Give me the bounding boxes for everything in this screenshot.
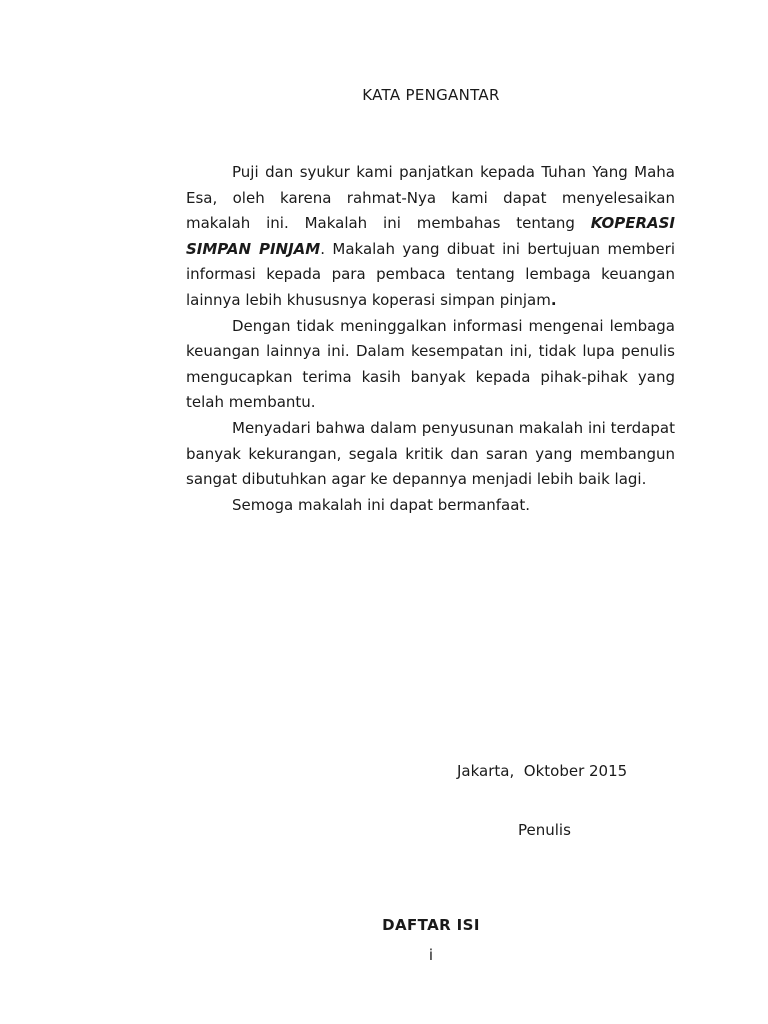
paragraph-thanks: Dengan tidak meninggalkan informasi mengenai lembaga keuangan lainnya ini. Dalam kesempatan ini, tidak lupa penulis mengucapkan terima kasih banyak kepada pihak-pihak yang telah membantu.	[186, 316, 675, 412]
paragraph-opening-emphasis: KOPERASI SIMPAN PINJAM	[186, 214, 675, 258]
paragraph-opening	[186, 160, 675, 314]
page-title: KATA PENGANTAR	[362, 86, 500, 104]
paragraph-opening-after: . Makalah yang dibuat ini bertujuan memberi informasi kepada para pembaca tentang lembaga keuangan lainnya lebih khususnya koperasi simpan pinjam	[186, 239, 675, 309]
paragraph-opening-end-mark: .	[550, 290, 557, 309]
author-signature: Penulis	[518, 821, 571, 839]
body-text	[186, 160, 675, 518]
paragraph-feedback: Menyadari bahwa dalam penyusunan makalah ini terdapat banyak kekurangan, segala kritik dan saran yang membangun sangat dibutuhkan agar ke depannya menjadi lebih baik lagi.	[186, 418, 675, 489]
paragraph-opening-before: Puji dan syukur kami panjatkan kepada Tuhan Yang Maha Esa, oleh karena rahmat-Nya kami dapat menyelesaikan makalah ini. Makalah ini membahas tentang	[186, 163, 675, 233]
paragraph-closing: Semoga makalah ini dapat bermanfaat.	[232, 495, 531, 514]
page-number: i	[428, 946, 434, 964]
place-date: Jakarta, Oktober 2015	[457, 762, 628, 780]
toc-heading: DAFTAR ISI	[382, 916, 480, 934]
